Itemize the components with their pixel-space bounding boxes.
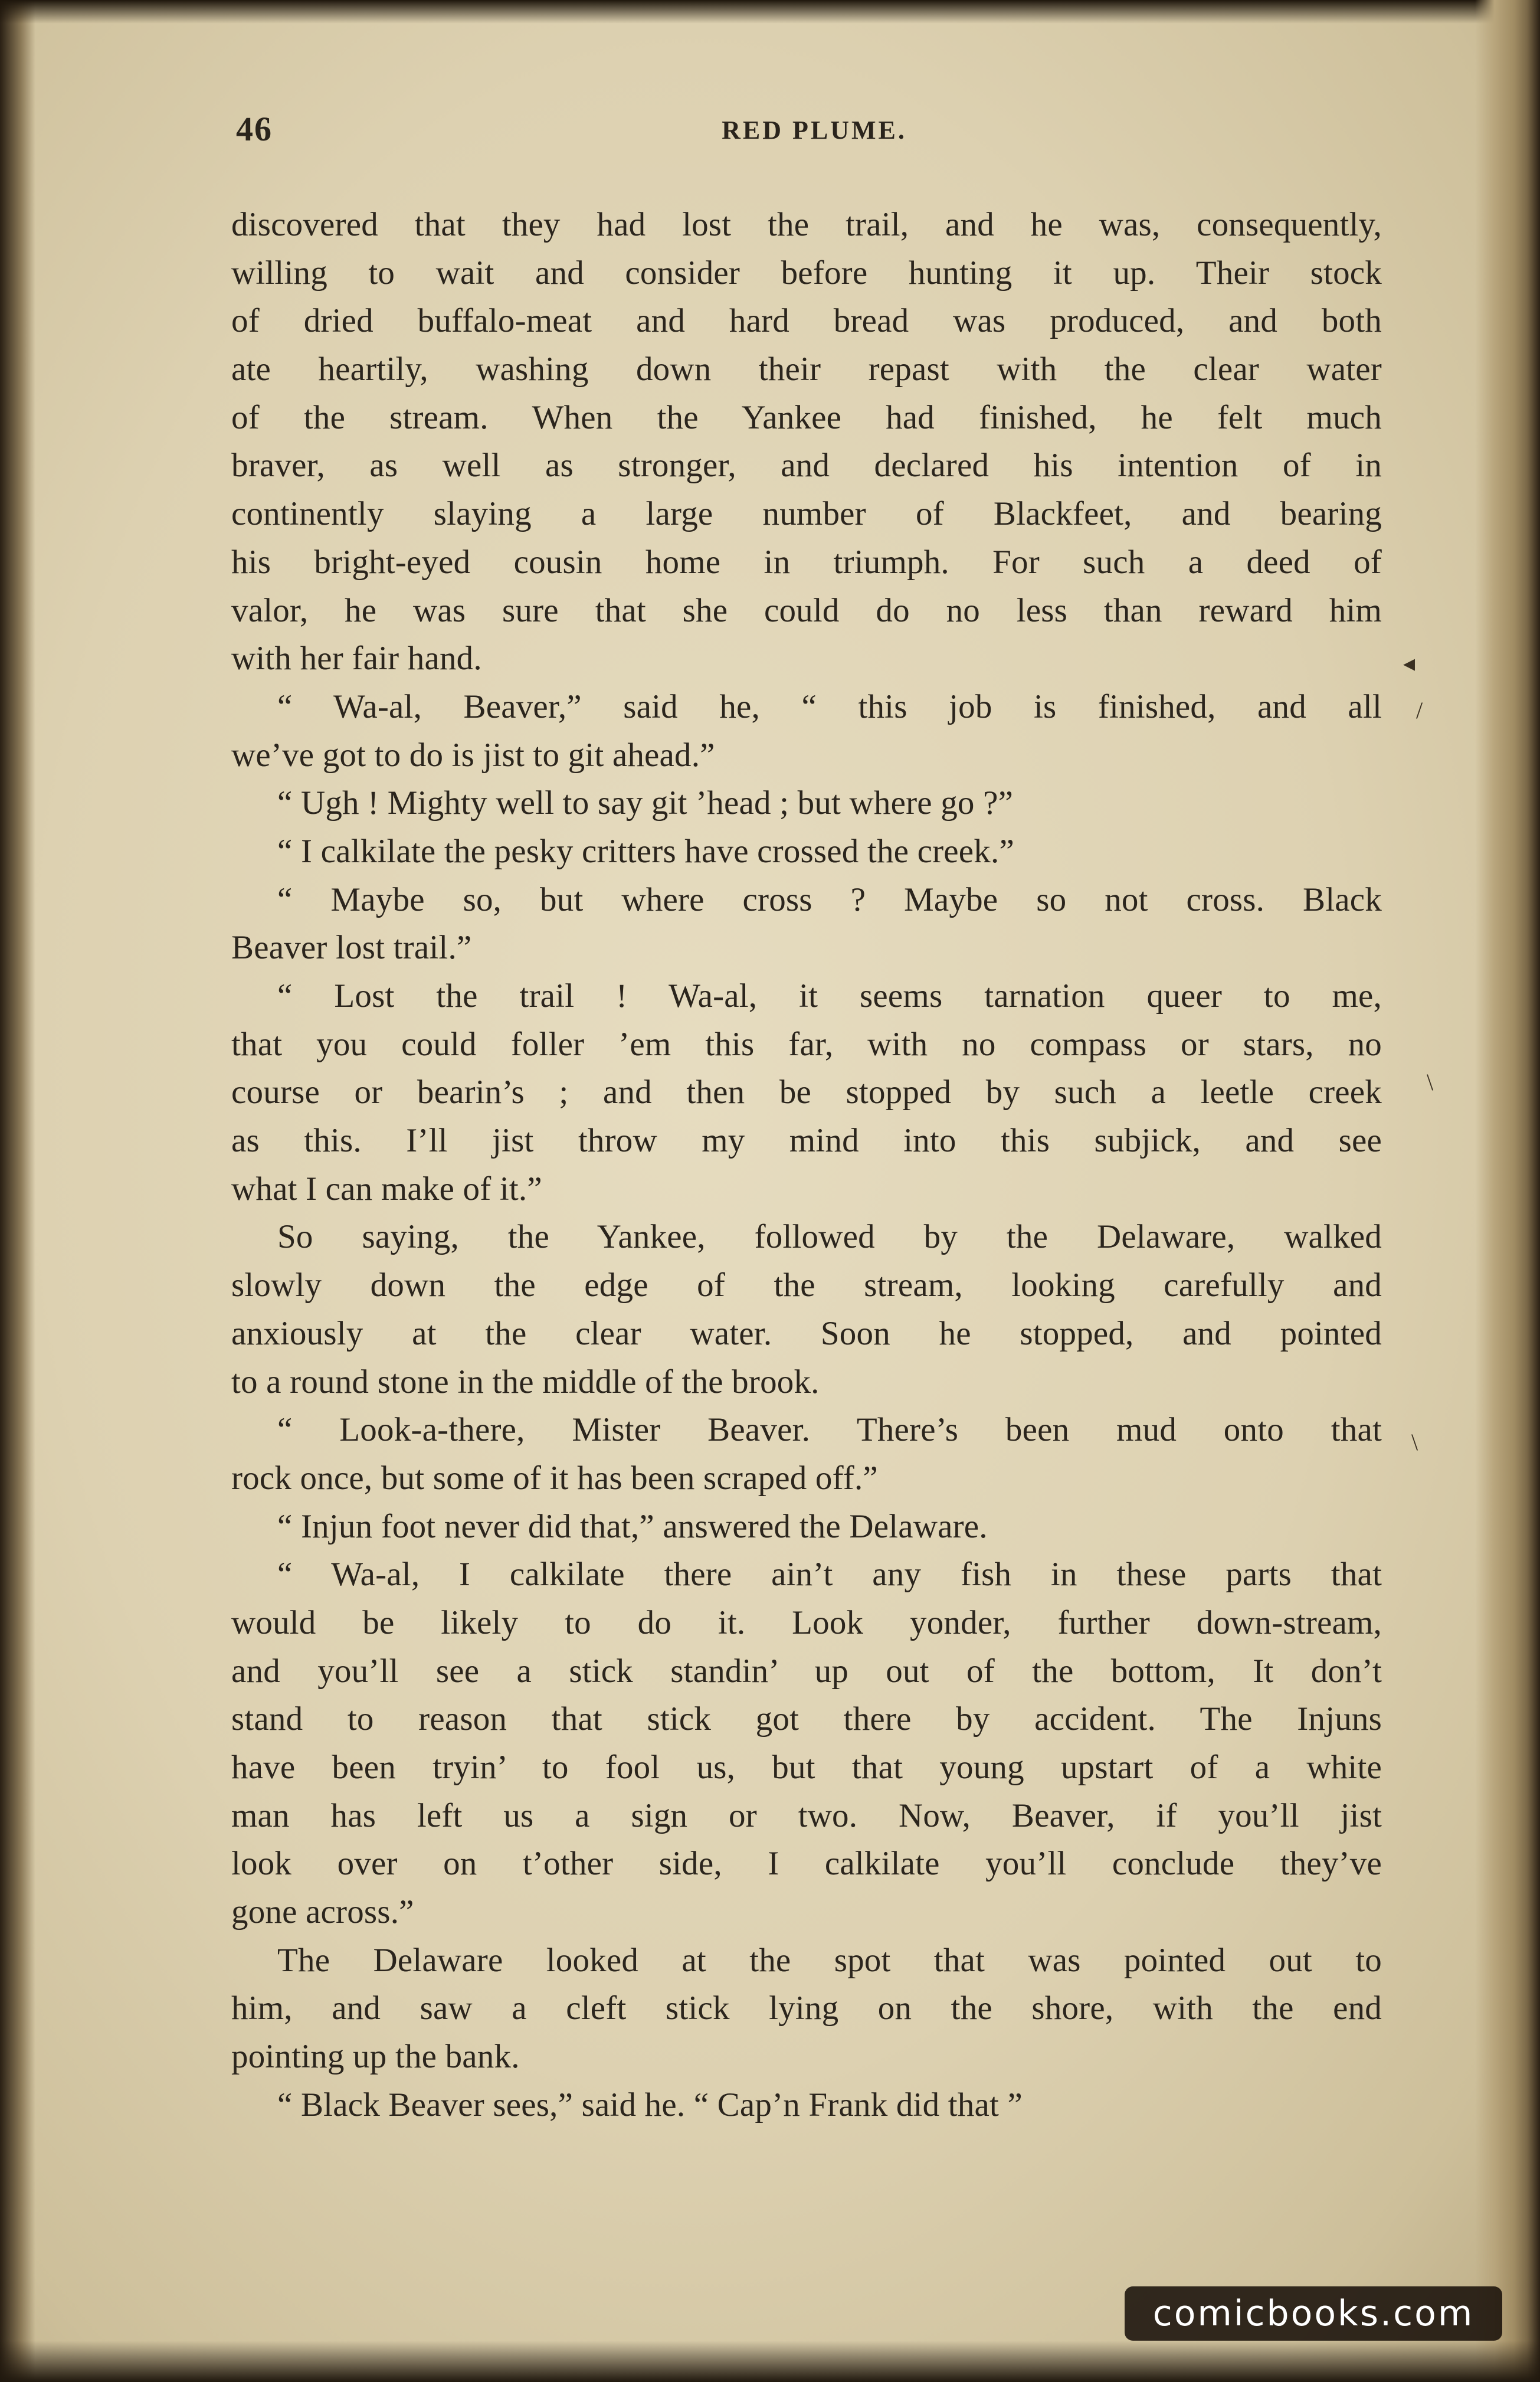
text-line: that you could foller ’em this far, with no compass or stars, no xyxy=(231,1025,1382,1063)
text-line: him, and saw a cleft stick lying on the shore, with the end xyxy=(231,1990,1382,2027)
text-line: discovered that they had lost the trail, and he was, consequently, xyxy=(231,206,1382,243)
page-gutter xyxy=(1475,0,1540,2382)
text-line: Beaver lost trail.” xyxy=(231,929,472,967)
text-line: we’ve got to do is jist to git ahead.” xyxy=(231,736,715,774)
text-line: willing to wait and consider before hunting it up. Their stock xyxy=(231,254,1382,292)
text-line: valor, he was sure that she could do no less than reward him xyxy=(231,591,1382,629)
text-line: of dried buffalo-meat and hard bread was produced, and both xyxy=(231,302,1382,340)
text-line: of the stream. When the Yankee had finished, he felt much xyxy=(231,398,1382,436)
page-header xyxy=(236,109,1392,162)
text-line: pointing up the bank. xyxy=(231,2038,520,2076)
text-line: stand to reason that stick got there by accident. The Injuns xyxy=(231,1700,1382,1738)
text-line: look over on t’other side, I calkilate you’ll conclude they’ve xyxy=(231,1845,1382,1883)
text-line: “ Look-a-there, Mister Beaver. There’s been mud onto that xyxy=(277,1411,1382,1449)
text-line: The Delaware looked at the spot that was pointed out to xyxy=(277,1941,1382,1979)
text-line: braver, as well as stronger, and declared his intention of in xyxy=(231,447,1382,485)
text-line: his bright-eyed cousin home in triumph. For such a deed of xyxy=(231,543,1382,581)
text-line: anxiously at the clear water. Soon he stopped, and pointed xyxy=(231,1314,1382,1352)
text-line: “ Wa-al, I calkilate there ain’t any fish in these parts that xyxy=(277,1556,1382,1594)
text-line: “ Wa-al, Beaver,” said he, “ this job is finished, and all xyxy=(277,688,1382,725)
text-line: man has left us a sign or two. Now, Beaver, if you’ll jist xyxy=(231,1797,1382,1834)
page-left-shadow xyxy=(0,0,35,2382)
text-line: continently slaying a large number of Blackfeet, and bearing xyxy=(231,495,1382,533)
text-line: “ Lost the trail ! Wa-al, it seems tarnation queer to me, xyxy=(277,977,1382,1015)
text-line: have been tryin’ to fool us, but that young upstart of a white xyxy=(231,1749,1382,1786)
text-line: what I can make of it.” xyxy=(231,1170,542,1208)
text-line: “ Black Beaver sees,” said he. “ Cap’n Frank did that ” xyxy=(277,2086,1023,2123)
text-line: “ Injun foot never did that,” answered the Delaware. xyxy=(277,1507,988,1545)
watermark: comicbooks.com xyxy=(1125,2286,1502,2341)
text-line: So saying, the Yankee, followed by the Delaware, walked xyxy=(277,1218,1382,1256)
margin-mark: \ xyxy=(1411,1429,1418,1455)
text-line: and you’ll see a stick standin’ up out of the bottom, It don’t xyxy=(231,1652,1382,1690)
margin-mark: / xyxy=(1416,697,1423,724)
running-title: RED PLUME. xyxy=(722,116,907,145)
text-line: would be likely to do it. Look yonder, further down-stream, xyxy=(231,1604,1382,1641)
text-line: rock once, but some of it has been scraped off.” xyxy=(231,1459,878,1497)
text-line: slowly down the edge of the stream, looking carefully and xyxy=(231,1267,1382,1304)
margin-mark: \ xyxy=(1427,1069,1434,1095)
body-text xyxy=(231,201,1382,2129)
text-line: gone across.” xyxy=(231,1893,414,1931)
text-line: ate heartily, washing down their repast with the clear water xyxy=(231,351,1382,388)
page-top-shadow xyxy=(0,0,1540,24)
text-line: “ Ugh ! Mighty well to say git ’head ; but where go ?” xyxy=(277,784,1014,822)
margin-mark: ◂ xyxy=(1403,650,1416,676)
text-line: “ I calkilate the pesky critters have crossed the creek.” xyxy=(277,832,1014,870)
text-line: course or bearin’s ; and then be stopped by such a leetle creek xyxy=(231,1074,1382,1111)
text-line: to a round stone in the middle of the brook. xyxy=(231,1363,820,1401)
text-line: “ Maybe so, but where cross ? Maybe so not cross. Black xyxy=(277,881,1382,918)
page-bottom-shadow xyxy=(0,2341,1540,2382)
page-number: 46 xyxy=(236,110,273,148)
text-line: as this. I’ll jist throw my mind into this subjick, and see xyxy=(231,1122,1382,1160)
text-line: with her fair hand. xyxy=(231,640,482,678)
